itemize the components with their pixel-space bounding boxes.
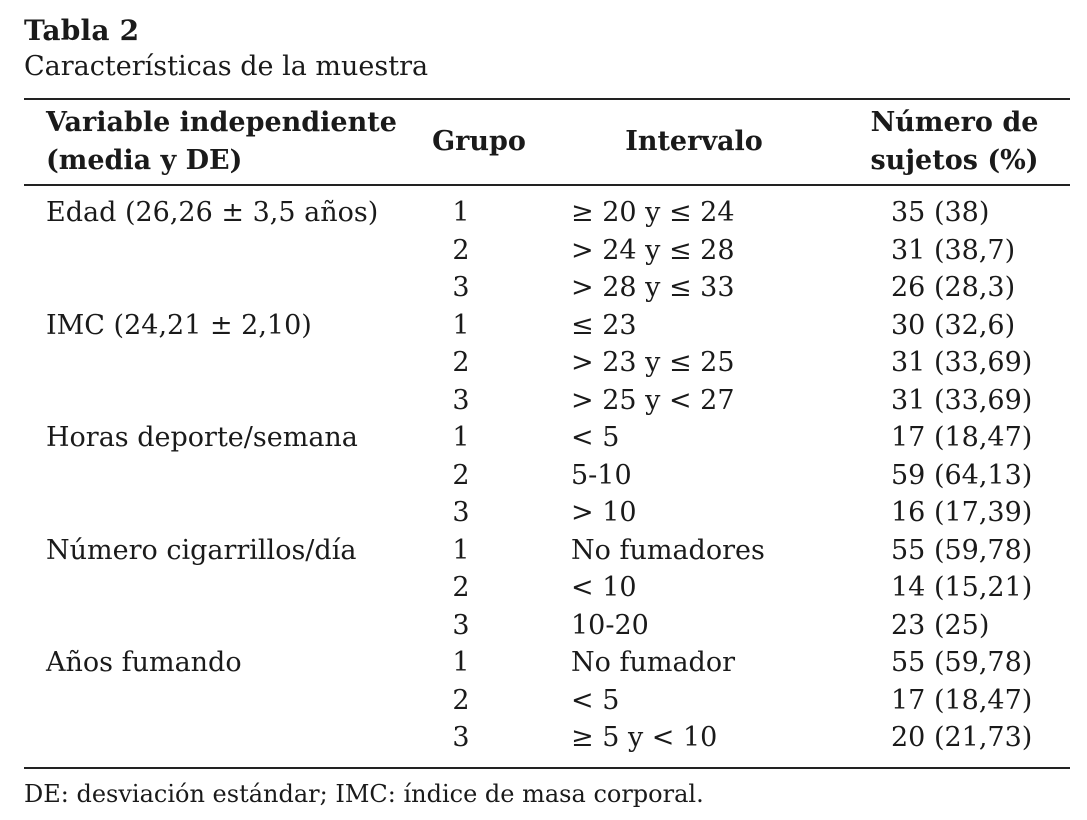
cell-grupo: 1 [452, 647, 470, 679]
table-row [24, 382, 1070, 420]
cell-intervalo: No fumadores [571, 534, 765, 566]
cell-sujetos: 31 (33,69) [891, 347, 1033, 379]
table-row [24, 532, 1070, 570]
cell-sujetos: 23 (25) [891, 609, 990, 641]
cell-grupo: 2 [452, 234, 470, 266]
cell-intervalo: < 5 [571, 684, 620, 716]
table-row [24, 607, 1070, 645]
cell-sujetos: 55 (59,78) [891, 647, 1033, 679]
table-label: Tabla 2 [24, 14, 140, 47]
cell-intervalo: 10-20 [571, 609, 649, 641]
table-header-row [24, 100, 1070, 184]
table-footnote: DE: desviación estándar; IMC: índice de masa corporal. [24, 779, 704, 808]
table-document [24, 14, 1070, 809]
cell-intervalo: > 28 y ≤ 33 [571, 272, 735, 304]
cell-sujetos: 31 (38,7) [891, 234, 1016, 266]
cell-intervalo: > 23 y ≤ 25 [571, 347, 735, 379]
cell-grupo: 1 [452, 309, 470, 341]
table-row [24, 569, 1070, 607]
header-grupo: Grupo [432, 126, 526, 157]
table-row [24, 719, 1070, 757]
cell-sujetos: 20 (21,73) [891, 722, 1033, 754]
cell-grupo: 1 [452, 422, 470, 454]
bottom-rule [24, 767, 1070, 769]
cell-intervalo: < 10 [571, 572, 637, 604]
table-caption: Características de la muestra [24, 51, 429, 82]
cell-intervalo: > 10 [571, 497, 637, 529]
cell-grupo: 2 [452, 347, 470, 379]
cell-sujetos: 17 (18,47) [891, 684, 1033, 716]
cell-intervalo: No fumador [571, 647, 735, 679]
table-row [24, 494, 1070, 532]
cell-grupo: 3 [452, 722, 470, 754]
cell-grupo: 2 [452, 572, 470, 604]
cell-intervalo: 5-10 [571, 459, 632, 491]
table-row [24, 457, 1070, 495]
header-intervalo: Intervalo [625, 126, 763, 157]
cell-sujetos: 16 (17,39) [891, 497, 1033, 529]
table-row [24, 194, 1070, 232]
cell-variable: IMC (24,21 ± 2,10) [46, 309, 312, 341]
cell-variable: Número cigarrillos/día [46, 534, 357, 566]
cell-grupo: 2 [452, 459, 470, 491]
table-body [24, 186, 1070, 767]
cell-grupo: 1 [452, 197, 470, 229]
table-row [24, 682, 1070, 720]
header-variable-line1: Variable independiente [46, 107, 397, 138]
cell-intervalo: ≥ 5 y < 10 [571, 722, 718, 754]
cell-grupo: 3 [452, 609, 470, 641]
table-row [24, 232, 1070, 270]
header-sujetos-line2: sujetos (%) [870, 145, 1039, 176]
cell-intervalo: > 25 y < 27 [571, 384, 735, 416]
cell-sujetos: 55 (59,78) [891, 534, 1033, 566]
header-variable [24, 104, 409, 180]
cell-intervalo: > 24 y ≤ 28 [571, 234, 735, 266]
cell-intervalo: < 5 [571, 422, 620, 454]
cell-intervalo: ≥ 20 y ≤ 24 [571, 197, 735, 229]
cell-sujetos: 30 (32,6) [891, 309, 1016, 341]
cell-variable: Edad (26,26 ± 3,5 años) [46, 197, 379, 229]
header-sujetos-line1: Número de [870, 107, 1039, 138]
cell-sujetos: 31 (33,69) [891, 384, 1033, 416]
header-variable-line2: (media y DE) [46, 145, 243, 176]
cell-sujetos: 26 (28,3) [891, 272, 1016, 304]
cell-sujetos: 17 (18,47) [891, 422, 1033, 454]
table-row [24, 344, 1070, 382]
table-row [24, 419, 1070, 457]
cell-sujetos: 35 (38) [891, 197, 990, 229]
cell-variable: Años fumando [46, 647, 242, 679]
table-row [24, 269, 1070, 307]
table-row [24, 307, 1070, 345]
cell-grupo: 2 [452, 684, 470, 716]
cell-grupo: 1 [452, 534, 470, 566]
header-sujetos [839, 104, 1070, 180]
cell-grupo: 3 [452, 497, 470, 529]
cell-intervalo: ≤ 23 [571, 309, 637, 341]
cell-grupo: 3 [452, 384, 470, 416]
cell-variable: Horas deporte/semana [46, 422, 358, 454]
cell-sujetos: 14 (15,21) [891, 572, 1033, 604]
cell-grupo: 3 [452, 272, 470, 304]
table-row [24, 644, 1070, 682]
cell-sujetos: 59 (64,13) [891, 459, 1033, 491]
